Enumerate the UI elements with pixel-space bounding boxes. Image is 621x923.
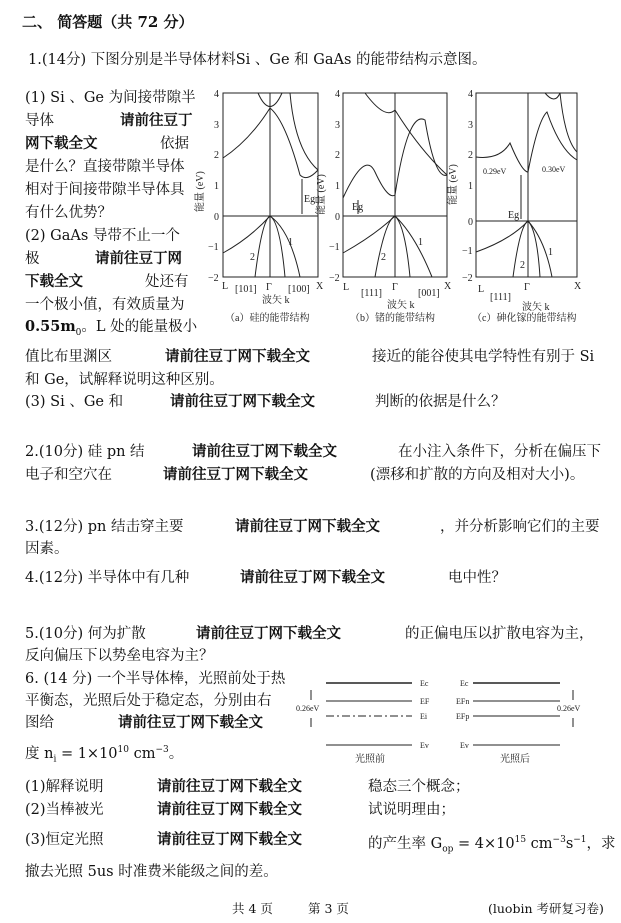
figure-label: 3 xyxy=(468,120,473,131)
q1-text: 相对于间接带隙半导体具 xyxy=(25,182,185,198)
figure-label: EFp xyxy=(456,712,470,721)
figure-label: EF xyxy=(420,697,430,706)
figure-label: −1 xyxy=(329,242,340,253)
footer-page-number: 第 3 页 xyxy=(308,901,349,916)
figure-label: 0 xyxy=(335,212,340,223)
energy-level-diagram xyxy=(311,683,573,745)
footer-page-count: 共 4 页 xyxy=(232,901,273,916)
q3-text: 因素。 xyxy=(25,541,69,557)
figure-label: [100] xyxy=(288,284,310,295)
figure-label: op xyxy=(442,844,454,855)
q1-text: 接近的能谷使其电学特性有别于 Si xyxy=(372,349,595,365)
figure-label: 4 xyxy=(468,89,473,100)
download-notice: 请前往豆丁 xyxy=(120,112,193,129)
figure-label: 0.26eV xyxy=(557,704,581,713)
figure-label: Ev xyxy=(460,741,469,750)
figure-caption-c: （c）砷化镓的能带结构 xyxy=(472,313,577,324)
figure-label: EFn xyxy=(456,697,470,706)
figure-label: cm xyxy=(526,835,553,852)
figure-si xyxy=(223,93,318,277)
figure-label: 4 xyxy=(335,89,340,100)
q2-text: (漂移和扩散的方向及相对大小)。 xyxy=(370,467,585,483)
figure-label: [111] xyxy=(490,292,511,303)
figure-label: 2 xyxy=(381,252,386,263)
download-notice: 请前往豆丁网下载全文 xyxy=(157,778,302,795)
figure-label: i xyxy=(53,754,57,765)
q3-text: ，并分析影响它们的主要 xyxy=(440,519,600,535)
figure-label: 。L 处的能量极小 xyxy=(81,319,198,335)
download-notice: 请前往豆丁网下载全文 xyxy=(170,393,315,410)
q5-text: 的正偏电压以扩散电容为主， xyxy=(405,626,594,642)
q6-text: 6. (14 分) 一个半导体棒，光照前处于热 xyxy=(25,671,286,687)
figure-label: 2 xyxy=(468,150,473,161)
figure-label: 光照后 xyxy=(500,754,530,765)
q4-text: 电中性？ xyxy=(448,570,506,586)
download-notice: 下载全文 xyxy=(25,273,83,290)
figure-label: 光照前 xyxy=(355,754,385,765)
q1-text: (2) GaAs 导带不止一个 xyxy=(25,228,180,244)
figure-label: −1 xyxy=(208,242,219,253)
download-notice: 请前往豆丁网下载全文 xyxy=(157,831,302,848)
figure-label: −1 xyxy=(573,835,587,845)
figure-label: = 1×10 xyxy=(56,745,118,762)
y-axis-ticks xyxy=(208,89,473,284)
figure-label: 10 xyxy=(117,745,129,755)
figure-label: 3 xyxy=(214,120,219,131)
figure-label: 1 xyxy=(418,237,423,248)
figure-label: cm xyxy=(129,745,156,762)
q5-text: 反向偏压下以势垒电容为主？ xyxy=(25,648,214,664)
download-notice: 请前往豆丁网下载全文 xyxy=(196,625,341,642)
q6-text: 稳态三个概念； xyxy=(368,779,470,795)
figure-ge xyxy=(343,93,447,277)
y-axis-label: 能量 (eV) xyxy=(195,171,206,212)
figure-label: 3 xyxy=(335,120,340,131)
figure-label: Γ xyxy=(524,282,530,293)
q6-text: 图给 xyxy=(25,715,54,731)
figure-label: Ei xyxy=(420,712,428,721)
q1-text: 处还有 xyxy=(145,274,189,290)
figure-label: 0 xyxy=(75,327,82,338)
q1-intro: 1.(14分) 下图分别是半导体材料Si 、Ge 和 GaAs 的能带结构示意图。 xyxy=(28,52,487,68)
download-notice: 请前往豆丁网下载全文 xyxy=(240,569,385,586)
figure-label: 0 xyxy=(214,212,219,223)
figure-label: 0 xyxy=(468,217,473,228)
figure-label: Ec xyxy=(460,679,469,688)
figure-label: 0.26eV xyxy=(296,704,320,713)
q6-text: 试说明理由； xyxy=(368,802,455,818)
figure-gaas xyxy=(476,93,577,277)
figure-label: 2 xyxy=(520,260,525,271)
figure-label: 1 xyxy=(214,181,219,192)
figure-label: [111] xyxy=(361,288,382,299)
figure-label: 波矢 k xyxy=(387,300,415,311)
q4-text: 4.(12分) 半导体中有几种 xyxy=(25,570,190,586)
figure-label: −3 xyxy=(155,745,169,755)
figure-label: 4 xyxy=(214,89,219,100)
figure-label: −2 xyxy=(462,273,473,284)
figure-label: 0.30eV xyxy=(542,165,566,174)
figure-label: −2 xyxy=(329,273,340,284)
figure-label: 波矢 k xyxy=(262,295,290,306)
figure-label: X xyxy=(574,281,582,292)
y-axis-label: 能量 (eV) xyxy=(448,164,459,205)
figure-label: 度 n xyxy=(25,745,54,762)
q1-text: 判断的依据是什么？ xyxy=(375,394,506,410)
figure-label: 15 xyxy=(514,835,527,845)
q6-text: (3)恒定光照 xyxy=(25,832,104,848)
figure-label: 2 xyxy=(250,252,255,263)
q3-text: 3.(12分) pn 结击穿主要 xyxy=(25,519,184,535)
figure-label: Ev xyxy=(420,741,429,750)
q1-text: (3) Si 、Ge 和 xyxy=(25,394,124,410)
q6-text: (2)当棒被光 xyxy=(25,802,104,818)
figure-label: X xyxy=(444,281,452,292)
figure-label: 1 xyxy=(335,181,340,192)
download-notice: 请前往豆丁网下载全文 xyxy=(163,466,308,483)
figure-label: 波矢 k xyxy=(522,302,550,313)
figure-label: L xyxy=(222,281,229,292)
q5-text: 5.(10分) 何为扩散 xyxy=(25,626,146,642)
figure-label: −1 xyxy=(462,246,473,257)
figure-label: Eg xyxy=(304,194,316,205)
figure-label: [001] xyxy=(418,288,440,299)
q6-text: (1)解释说明 xyxy=(25,779,104,795)
figure-label: Eg xyxy=(508,210,520,221)
download-notice: 网下载全文 xyxy=(25,135,98,152)
figure-label: 0.55m xyxy=(25,318,76,335)
figure-label: Eg xyxy=(352,202,364,213)
q2-text: 在小注入条件下，分析在偏压下 xyxy=(398,444,601,460)
download-notice: 请前往豆丁网下载全文 xyxy=(165,348,310,365)
figure-label: 2 xyxy=(214,150,219,161)
download-notice: 请前往豆丁网下载全文 xyxy=(157,801,302,818)
q2-text: 电子和空穴在 xyxy=(25,467,112,483)
figure-label: X xyxy=(316,281,324,292)
figure-label: Ec xyxy=(420,679,429,688)
download-notice: 请前往豆丁网下载全文 xyxy=(192,443,337,460)
footer-note: (luobin 考研复习卷) xyxy=(488,901,604,916)
q1-text: (1) Si 、Ge 为间接带隙半 xyxy=(25,90,196,106)
figure-label: 1 xyxy=(548,247,553,258)
download-notice: 请前往豆丁网下载全文 xyxy=(118,714,263,731)
q1-text: 一个极小值，有效质量为 xyxy=(25,297,185,313)
figure-label: 的产生率 G xyxy=(368,835,443,852)
figure-caption-b: （b）锗的能带结构 xyxy=(350,313,435,324)
q1-text: 值比布里渊区 xyxy=(25,349,112,365)
figure-label: −2 xyxy=(208,273,219,284)
figure-caption-a: （a）硅的能带结构 xyxy=(225,313,310,324)
download-notice: 请前往豆丁网 xyxy=(95,250,182,267)
q2-text: 2.(10分) 硅 pn 结 xyxy=(25,444,145,460)
figure-label: ，求 xyxy=(586,835,616,852)
figure-label: 2 xyxy=(335,150,340,161)
q1-text: 是什么？直接带隙半导体 xyxy=(25,159,185,175)
figure-label: 0.29eV xyxy=(483,167,507,176)
section-title: 二、 简答题（共 72 分） xyxy=(22,13,194,31)
q1-text: 导体 xyxy=(25,113,54,129)
figure-label: Γ xyxy=(266,282,272,293)
q6-text: 撤去光照 5us 时准费米能级之间的差。 xyxy=(25,864,278,880)
figure-label: −3 xyxy=(552,835,566,845)
download-notice: 请前往豆丁网下载全文 xyxy=(235,518,380,535)
figure-label: Γ xyxy=(392,282,398,293)
figure-label: L xyxy=(478,284,485,295)
figure-label: 。 xyxy=(168,745,184,762)
q1-text: 有什么优势？ xyxy=(25,205,112,221)
figure-label: 1 xyxy=(288,237,293,248)
figure-label: 1 xyxy=(468,181,473,192)
figure-label: s xyxy=(565,835,574,852)
figure-label: = 4×10 xyxy=(453,835,515,852)
q6-text: 平衡态，光照后处于稳定态，分别由右 xyxy=(25,693,272,709)
q1-text: 依据 xyxy=(160,136,189,152)
y-axis-label: 能量 (eV) xyxy=(316,174,327,215)
figure-label: L xyxy=(343,282,350,293)
q1-text: 极 xyxy=(25,251,40,267)
q1-text: 和 Ge，试解释说明这种区别。 xyxy=(25,372,224,388)
figure-label: [101] xyxy=(235,284,257,295)
